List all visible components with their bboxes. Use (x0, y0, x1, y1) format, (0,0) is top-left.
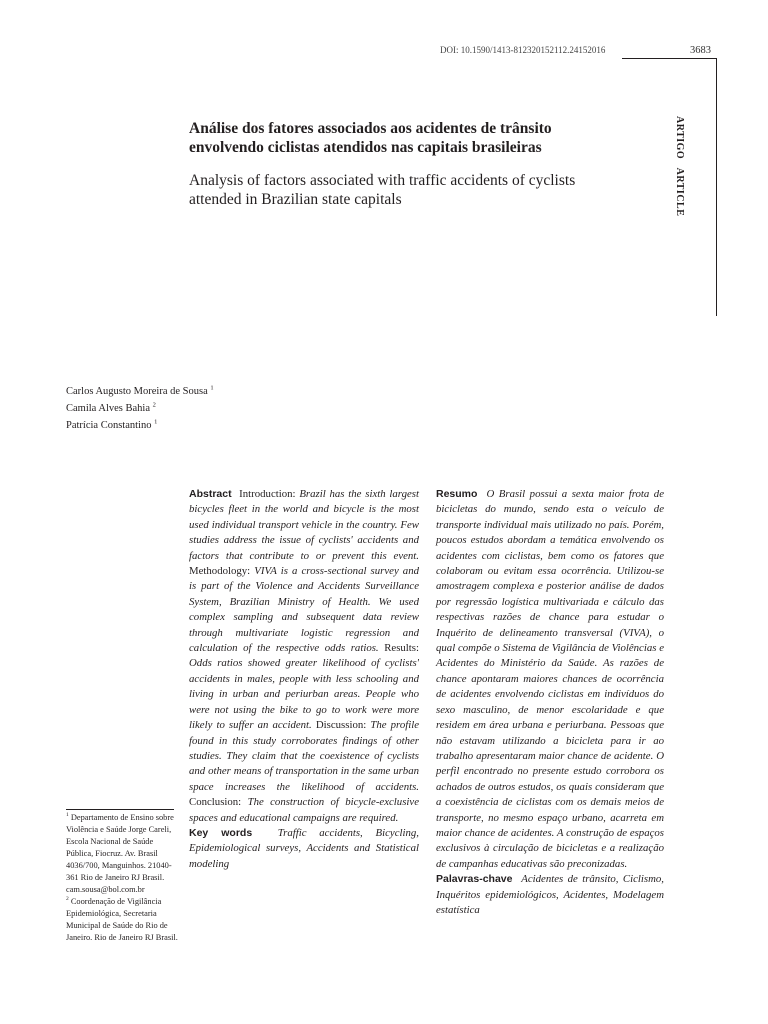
section-rule (716, 58, 717, 316)
affiliation-number: 1 (66, 812, 69, 819)
palavras-chave-label: Palavras-chave (436, 873, 513, 886)
author (66, 400, 214, 417)
methods-label: Methodology: (189, 565, 251, 578)
author-affiliation: 1 (210, 384, 214, 392)
discussion-text: The profile found in this study corroborates findings of other studies. They claim that the coexistence of cyclists and other means of transportation in the same urban space increases the likelihood of accidents. (189, 719, 420, 793)
author (66, 383, 214, 400)
intro-text: Brazil has the sixth largest bicycles fleet in the world and bicycle is the most used individual transport vehicle in the country. Few studies address the issue of cyclists' accidents and factors that contribute to or prevent this event. (189, 488, 419, 562)
affiliation-rule (66, 809, 174, 810)
keywords-label: Key words (189, 826, 253, 839)
abstract-english (189, 487, 419, 872)
author (66, 417, 214, 434)
affiliations (66, 812, 178, 944)
affiliation-text: Departamento de Ensino sobre Violência e Saúde Jorge Careli, Escola Nacional de Saúde Pública, Fiocruz. Av. Brasil 4036/700, Manguinhos. 21040-361 Rio de Janeiro RJ Brasil. cam.sousa@bol.com.br (66, 813, 174, 894)
page-number: 3683 (690, 45, 711, 56)
abstract-portuguese (436, 487, 664, 918)
title-portuguese: Análise dos fatores associados aos acidentes de trânsito envolvendo ciclistas atendidos nas capitais brasileiras (189, 120, 552, 156)
author-name: Carlos Augusto Moreira de Sousa (66, 386, 208, 397)
resumo-label: Resumo (436, 488, 478, 500)
title-english: Analysis of factors associated with traffic accidents of cyclists attended in Brazilian state capitals (189, 172, 576, 208)
author-affiliation: 2 (152, 401, 156, 409)
section-label-pt: ARTIGO (674, 116, 685, 160)
affiliation (66, 896, 178, 944)
discussion-label: Discussion: (315, 719, 367, 732)
section-tag (674, 116, 685, 216)
author-name: Camila Alves Bahia (66, 403, 150, 414)
keywords-text: Traffic accidents, Bicycling, Epidemiological surveys, Accidents and Statistical modeling (189, 826, 419, 870)
author-name: Patrícia Constantino (66, 420, 152, 431)
abstract-label: Abstract (189, 488, 232, 500)
conclusion-text: The construction of bicycle-exclusive spaces and educational campaigns are required. (189, 796, 419, 824)
palavras-chave-text: Acidentes de trânsito, Ciclismo, Inquéritos epidemiológicos, Acidentes, Modelagem estatística (436, 873, 664, 916)
header-rule (622, 58, 717, 59)
doi: DOI: 10.1590/1413-812320152112.24152016 (440, 45, 606, 55)
author-affiliation: 1 (154, 418, 158, 426)
conclusion-label: Conclusion: (189, 796, 242, 809)
affiliation-number: 2 (66, 896, 69, 903)
affiliation-text: Coordenação de Vigilância Epidemiológica, Secretaria Municipal de Saúde do Rio de Janeiro. Rio de Janeiro RJ Brasil. (66, 897, 178, 942)
intro-label: Introduction: (239, 488, 296, 500)
author-list (66, 383, 214, 434)
results-label: Results: (384, 642, 419, 655)
affiliation (66, 812, 178, 896)
methods-text: VIVA is a cross-sectional survey and is part of the Violence and Accidents Surveillance System, Brazilian Ministry of Health. We used complex sampling and subsequent data review through multivariate logistic regression and calculation of the respective odds ratios. (189, 565, 420, 655)
section-label-en: ARTICLE (674, 167, 685, 217)
resumo-text: O Brasil possui a sexta maior frota de bicicletas do mundo, sendo esta o veículo de transporte individual mais utilizado no país. Porém, poucos estudos abordam a temática envolvendo os acidentes com ciclistas, bem como os fatores que colaboram ou evitam essa ocorrência. Utilizou-se amostragem complexa e posterior análise de dados por regressão logística multivariada e cálculo das respectivas razões de chance para estudar o Inquérito de delineamento transversal (VIVA), o qual compõe o Sistema de Vigilância de Violências e Acidentes do Ministério da Saúde. As razões de chance apontaram maiores chances de ocorrência de acidentes envolvendo ciclistas em indivíduos do sexo masculino, de menor escolaridade e que residem em área urbana e periurbana. Pessoas que não estavam utilizando a bicicleta para ir ao trabalho apresentaram maior chance de acidente. O perfil encontrado no presente estudo corrobora os achados de outros estudos, os quais consideram que a coexistência de ciclistas com os demais meios de transporte, no mesmo espaço urbano, acarreta em maior chance de acidentes. A construção de espaços exclusivos à circulação de bicicletas e a realização de campanhas educativas são preconizadas. (436, 488, 664, 870)
results-text: Odds ratios showed greater likelihood of cyclists' accidents in males, people with less schooling and living in urban and periurban areas. People who were not using the bike to go to work were more likely to suffer an accident. (189, 657, 419, 732)
